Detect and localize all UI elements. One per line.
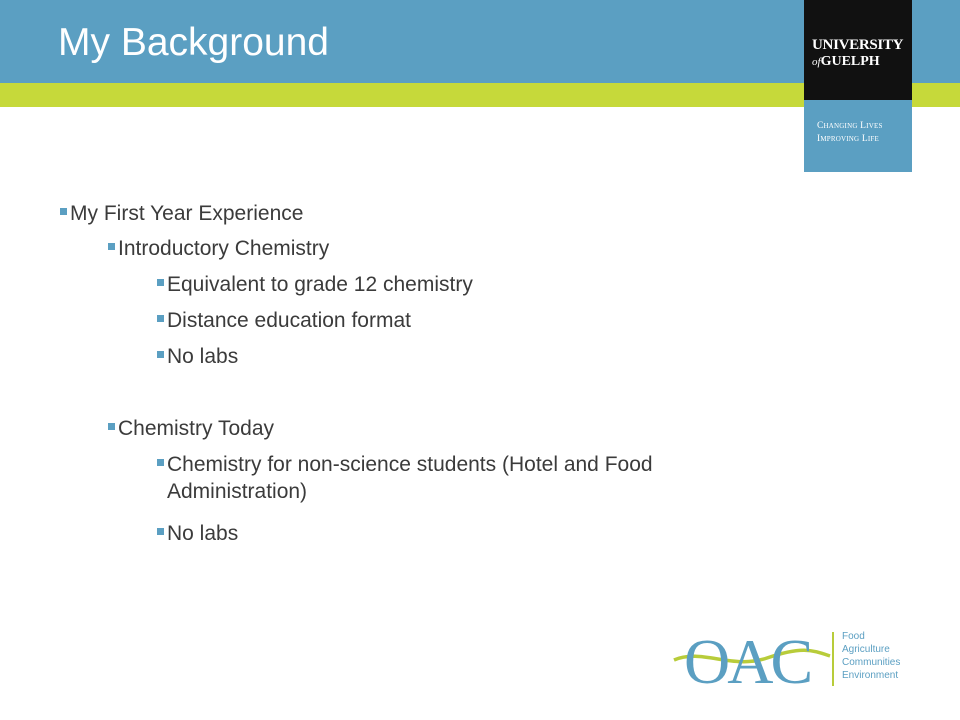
bullet-level-3: No labs bbox=[167, 345, 239, 368]
oac-word-agriculture: Agriculture bbox=[842, 644, 890, 655]
bullet-level-2: Introductory Chemistry bbox=[118, 237, 330, 260]
oac-word-food: Food bbox=[842, 631, 865, 642]
oac-logo bbox=[672, 626, 912, 697]
bullet-level-2: Chemistry Today bbox=[118, 417, 275, 440]
university-tagline-2: Improving Life bbox=[817, 134, 879, 144]
bullet-level-3: No labs bbox=[167, 522, 239, 545]
slide-title: My Background bbox=[58, 21, 329, 64]
bullet-level-3: Distance education format bbox=[167, 309, 411, 332]
oac-letters: OAC bbox=[684, 626, 811, 697]
oac-word-communities: Communities bbox=[842, 657, 901, 668]
university-name-of: of bbox=[812, 56, 821, 68]
university-name-line-1: UNIVERSITY bbox=[812, 37, 904, 53]
university-tagline-1: Changing Lives bbox=[817, 121, 883, 131]
oac-word-environment: Environment bbox=[842, 670, 899, 681]
university-name-guelph: GUELPH bbox=[820, 54, 880, 69]
bullet-level-1: My First Year Experience bbox=[70, 202, 304, 225]
bullet-level-3-wrapped: Chemistry for non-science students (Hotel and Food Administration) bbox=[167, 451, 757, 505]
bullet-level-3: Equivalent to grade 12 chemistry bbox=[167, 273, 473, 296]
oac-divider bbox=[832, 632, 834, 686]
